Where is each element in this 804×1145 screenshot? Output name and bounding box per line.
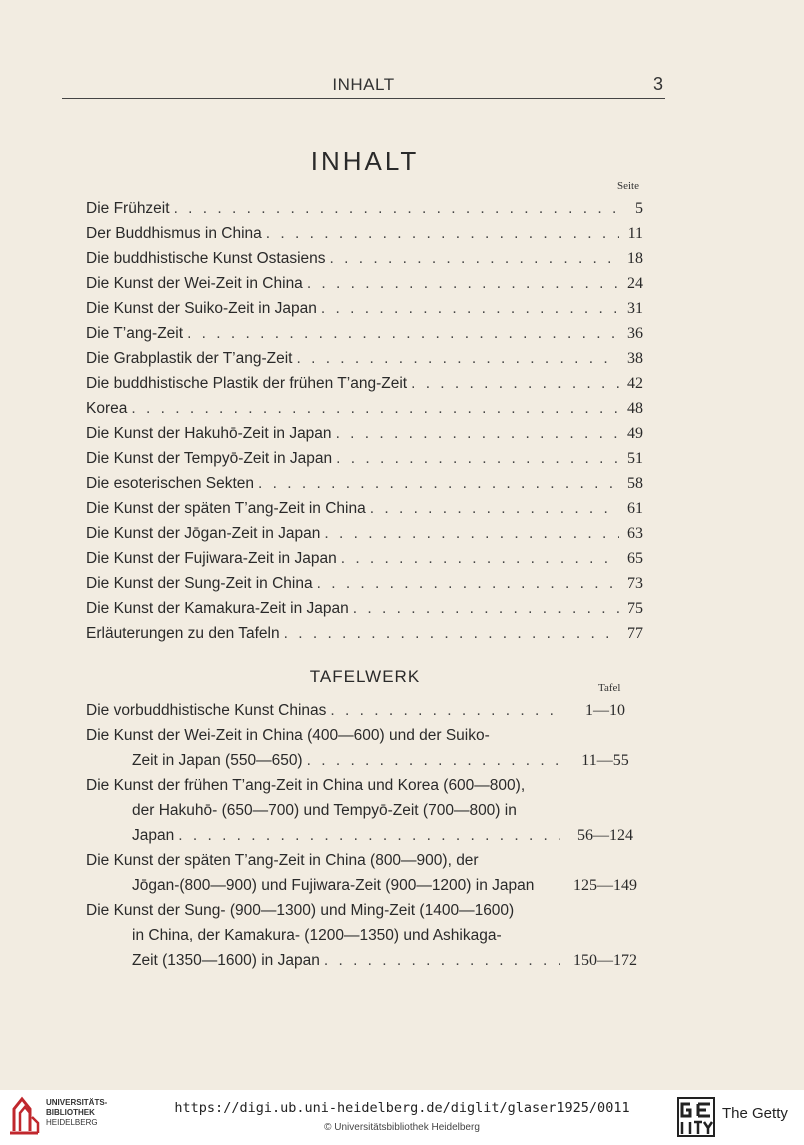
toc-entry [86,471,643,496]
dot-leader [187,321,619,346]
plate-entry-line [86,773,646,798]
tafelwerk-title: TAFELWERK [309,667,421,686]
page-title: INHALT [310,146,420,176]
toc-entry-label: Die Grabplastik der T’ang-Zeit [86,350,293,367]
plate-entry-text: Zeit (1350—1600) in Japan [132,952,320,969]
toc-entry-page: 24 [627,275,643,292]
toc-column-label: Seite [617,180,639,192]
toc-entry [86,296,643,321]
dot-leader [258,471,619,496]
plate-entry [86,848,646,898]
toc-entry-page: 31 [627,300,643,317]
dot-leader [341,546,619,571]
plate-range: 1—10 [585,702,625,719]
dot-leader [324,948,560,973]
toc-entry [86,421,643,446]
dot-leader [336,421,619,446]
toc-entry-label: Die buddhistische Plastik der frühen T’ang-Zeit [86,375,408,392]
plate-entry-line [86,848,646,873]
toc-entry-page: 38 [627,350,643,367]
toc-entry-label: Die Kunst der Wei-Zeit in China [86,275,303,292]
copyright-notice: © Universitätsbibliothek Heidelberg [324,1122,480,1133]
plate-entry-text: Die Kunst der späten T’ang-Zeit in China (800—900), der [86,852,479,869]
toc-entry-label: Erläuterungen zu den Tafeln [86,625,280,642]
toc-entry-page: 77 [627,625,643,642]
toc-entry-label: Die T’ang-Zeit [86,325,184,342]
toc-entry-label: Die Kunst der Suiko-Zeit in Japan [86,300,317,317]
plate-entry-text: der Hakuhō- (650—700) und Tempyō-Zeit (700—800) in [132,802,517,819]
toc-entry [86,371,643,396]
dot-leader [307,271,619,296]
dot-leader [324,521,619,546]
dot-leader [266,221,619,246]
plate-entry-line [86,948,646,973]
plate-entry-line [86,798,646,823]
dot-leader [330,246,619,271]
plate-entry-text: in China, der Kamakura- (1200—1350) und Ashikaga- [132,927,502,944]
dot-leader [284,621,619,646]
plate-entry-text: Japan [132,827,175,844]
toc-entry-page: 42 [627,375,643,392]
toc-entry-label: Die Kunst der Kamakura-Zeit in Japan [86,600,349,617]
getty-name: The Getty [722,1105,788,1122]
plate-range: 125—149 [573,877,637,894]
toc-entry [86,621,643,646]
toc-entry-page: 73 [627,575,643,592]
toc-entry-page: 75 [627,600,643,617]
plate-entry-line [86,823,646,848]
dot-leader [411,371,619,396]
dot-leader [317,571,619,596]
dot-leader [321,296,619,321]
running-header [62,74,665,99]
dot-leader [174,196,619,221]
plate-entry-line [86,923,646,948]
plate-range: 11—55 [581,752,629,769]
toc-entry [86,271,643,296]
toc-entry-page: 36 [627,325,643,342]
tafelwerk-column-label: Tafel [598,682,621,694]
footer-bar [0,1090,804,1145]
toc-entry-page: 65 [627,550,643,567]
toc-entry-label: Der Buddhismus in China [86,225,262,242]
toc-entry [86,571,643,596]
library-line: UNIVERSITÄTS- [46,1098,108,1107]
running-header-title: INHALT [332,75,395,94]
plate-entry [86,698,646,723]
table-of-contents [86,196,643,646]
toc-entry-label: Die Frühzeit [86,200,170,217]
toc-entry-page: 61 [627,500,643,517]
dot-leader [307,748,560,773]
page-number: 3 [652,74,663,94]
permalink-url[interactable]: https://digi.ub.uni-heidelberg.de/diglit/glaser1925/0011 [174,1100,630,1116]
toc-entry-label: Die Kunst der Jōgan-Zeit in Japan [86,525,321,542]
dot-leader [336,446,619,471]
toc-entry-page: 49 [627,425,643,442]
toc-entry-label: Die esoterischen Sekten [86,475,255,492]
library-line: HEIDELBERG [46,1118,98,1127]
toc-entry [86,196,643,221]
plate-range: 150—172 [573,952,637,969]
toc-entry-page: 63 [627,525,643,542]
dot-leader [296,346,619,371]
plate-entry-line [86,873,646,898]
toc-entry [86,596,643,621]
toc-entry-label: Die Kunst der Tempyō-Zeit in Japan [86,450,333,467]
dot-leader [330,698,560,723]
toc-entry [86,221,643,246]
plate-list [86,698,646,973]
plate-entry-line [86,898,646,923]
dot-leader [178,823,560,848]
toc-entry [86,346,643,371]
toc-entry-page: 11 [627,225,643,242]
plate-entry-text: Die Kunst der frühen T’ang-Zeit in China und Korea (600—800), [86,777,526,794]
toc-entry [86,321,643,346]
plate-range: 56—124 [577,827,633,844]
plate-entry-text: Die Kunst der Sung- (900—1300) und Ming-Zeit (1400—1600) [86,902,515,919]
toc-entry-page: 48 [627,400,643,417]
plate-entry [86,723,646,773]
toc-entry-label: Die Kunst der Hakuhō-Zeit in Japan [86,425,332,442]
toc-entry-label: Die Kunst der Sung-Zeit in China [86,575,313,592]
toc-entry [86,246,643,271]
plate-entry-text: Die Kunst der Wei-Zeit in China (400—600) und der Suiko- [86,727,490,744]
toc-entry-label: Die Kunst der Fujiwara-Zeit in Japan [86,550,337,567]
toc-entry [86,496,643,521]
plate-entry-line [86,698,646,723]
toc-entry-page: 58 [627,475,643,492]
plate-entry [86,898,646,973]
plate-entry-text: Jōgan-(800—900) und Fujiwara-Zeit (900—1200) in Japan [132,877,535,894]
plate-entry-line [86,723,646,748]
dot-leader [370,496,619,521]
library-line: BIBLIOTHEK [46,1108,95,1117]
getty-logo-icon [676,1096,716,1138]
toc-entry [86,446,643,471]
plate-entry-text: Zeit in Japan (550—650) [132,752,303,769]
toc-entry [86,546,643,571]
toc-entry-page: 51 [627,450,643,467]
toc-entry [86,396,643,421]
plate-entry-line [86,748,646,773]
toc-entry-label: Die Kunst der späten T’ang-Zeit in China [86,500,366,517]
toc-entry-page: 5 [635,200,643,217]
dot-leader [353,596,619,621]
toc-entry [86,521,643,546]
toc-entry-page: 18 [627,250,643,267]
plate-entry [86,773,646,848]
toc-entry-label: Korea [86,400,128,417]
dot-leader [131,396,619,421]
toc-entry-label: Die buddhistische Kunst Ostasiens [86,250,326,267]
plate-entry-text: Die vorbuddhistische Kunst Chinas [86,702,327,719]
